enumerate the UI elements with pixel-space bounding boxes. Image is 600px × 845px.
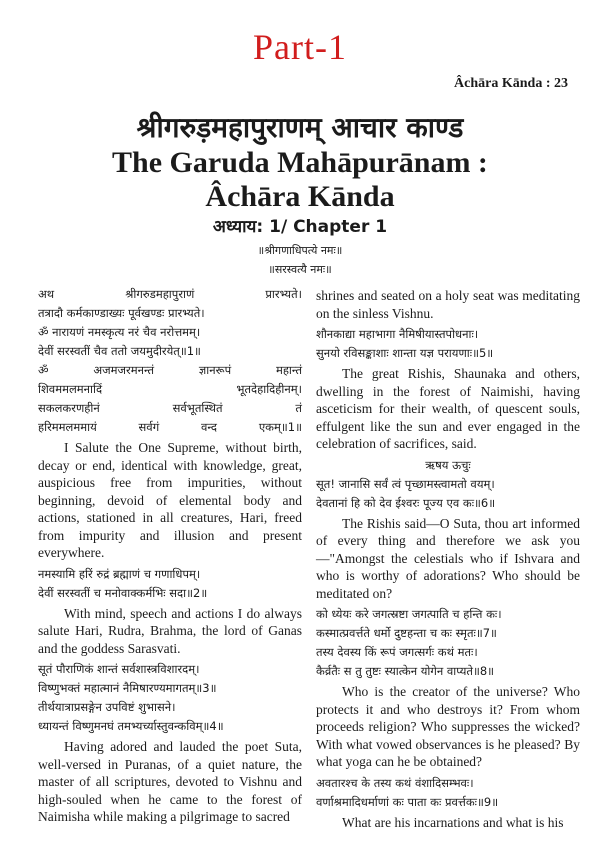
verse-word: वर्णाश्रमादिधर्माणां कः पाता कः प्रवर्त्तकः॥9॥ bbox=[316, 794, 499, 809]
sanskrit-verse-line bbox=[316, 643, 580, 662]
verse-word: तत्रादौ कर्मकाण्डाख्यः पूर्वखण्डः प्रारभ्यते। bbox=[38, 306, 205, 320]
verse-word: ध्यायन्तं विष्णुमनघं तमभ्यर्च्यास्तुवन्कविम्॥4॥ bbox=[38, 719, 224, 733]
verse-word: विष्णुभक्तं महात्मानं नैमिषारण्यमागतम्॥3॥ bbox=[38, 681, 217, 695]
verse-word: को ध्येयः करे जगत्स्रष्टा जगत्पाति च हन्ति कः। bbox=[316, 607, 502, 621]
sanskrit-verse-line bbox=[38, 698, 302, 717]
part-heading: Part-1 bbox=[253, 27, 347, 67]
left-text-column bbox=[38, 285, 302, 829]
invocation-sarasvati: ॥सरस्वत्यै नमः॥ bbox=[268, 263, 332, 276]
sanskrit-verse-line bbox=[316, 793, 580, 812]
verse-word: भूतदेहादिहीनम्। bbox=[236, 382, 302, 396]
translation-paragraph: The great Rishis, Shaunaka and others, dwelling in the forest of Naimishi, having asceticism for their wealth, of quescent souls, effulgent like the sun and ever engaged in the celebration of sacrifices, said. bbox=[316, 366, 580, 451]
verse-word: हरिममलममायं bbox=[38, 420, 97, 434]
speaker-label bbox=[316, 456, 580, 475]
sanskrit-verse-line bbox=[38, 418, 302, 437]
verse-word: ॐ नारायणं नमस्कृत्य नरं चैव नरोत्तमम्। bbox=[38, 325, 201, 339]
verse-word: तस्य देवस्य किं रूपं जगत्सर्गः कथं मतः। bbox=[316, 645, 478, 659]
verse-word: देवतानां हि को देव ईश्वरः पूज्य एव कः॥6॥ bbox=[316, 495, 496, 510]
english-title-line1: The Garuda Mahāpurānam : bbox=[112, 146, 488, 179]
translation-paragraph: I Salute the One Supreme, without birth, decay or end, identical with knowledge, great, auspicious free from impurities, without beginning, devoid of elemental body and actions, stationed in all creatures, Hari, freed from impurity and illusion and present everywhere. bbox=[38, 440, 302, 560]
verse-word: तं bbox=[295, 401, 302, 415]
sanskrit-verse-line bbox=[316, 624, 580, 643]
sanskrit-verse-line bbox=[38, 660, 302, 679]
verse-word: वन्द bbox=[200, 420, 218, 434]
invocation-ganadhipati: ॥श्रीगणाधिपत्ये नमः॥ bbox=[257, 244, 343, 257]
sanskrit-verse-line bbox=[316, 325, 580, 344]
verse-word: कैर्व्रतैः स तु तुष्टः स्यात्केन योगेन वाप्यते॥8॥ bbox=[316, 664, 495, 678]
verse-word: ज्ञानरूपं bbox=[198, 363, 232, 377]
sanskrit-verse-line bbox=[316, 494, 580, 513]
translation-paragraph: The Rishis said—O Suta, thou art informed of every thing and therefore we ask you—"Amongst the celestials who if Ishvara and who is worthy of adorations? Who should be meditated on? bbox=[316, 515, 580, 601]
verse-word: नमस्यामि हरिं रुद्रं ब्रह्माणं च गणाधिपम्। bbox=[38, 566, 201, 581]
verse-word: सूत! जानासि सर्वं त्वं पृच्छामस्त्वामतो वयम्। bbox=[316, 476, 495, 491]
verse-word: देवीं सरस्वतीं चैव ततो जयमुदीरयेत्॥1॥ bbox=[38, 344, 201, 358]
verse-word: सर्वगं bbox=[138, 420, 160, 434]
sanskrit-verse-line bbox=[316, 774, 580, 793]
verse-word: सर्वभूतस्थितं bbox=[172, 401, 223, 415]
sanskrit-verse-line bbox=[38, 304, 302, 323]
sanskrit-verse-line bbox=[38, 380, 302, 399]
sanskrit-verse-line bbox=[316, 344, 580, 363]
sanskrit-title: श्रीगरुड़महापुराणम् आचार काण्ड bbox=[136, 111, 464, 144]
sanskrit-verse-line bbox=[38, 323, 302, 342]
chapter-heading: अध्याय: 1/ Chapter 1 bbox=[212, 217, 388, 237]
verse-word: कस्मात्प्रवर्त्तते धर्मो दुष्टहन्ता च कः स्मृतः॥7॥ bbox=[316, 626, 497, 640]
translation-paragraph: Who is the creator of the universe? Who protects it and who destroys it? From whom proceeds religion? Who suppresses the wicked? With what vowed observances is he pleased? By what yoga can he be obtained? bbox=[316, 684, 580, 769]
sanskrit-verse-line bbox=[38, 565, 302, 584]
sanskrit-verse-line bbox=[38, 717, 302, 736]
verse-word: सूतं पौराणिकं शान्तं सर्वशास्त्रविशारदम्। bbox=[38, 662, 200, 676]
sanskrit-verse-line bbox=[38, 679, 302, 698]
english-title-line2: Âchāra Kānda bbox=[205, 180, 395, 213]
translation-paragraph: With mind, speech and actions I do always salute Hari, Rudra, Brahma, the lord of Ganas and the goddess Sarasvati. bbox=[38, 605, 302, 656]
translation-paragraph: Having adored and lauded the poet Suta, well-versed in Puranas, of a quiet nature, the master of all scriptures, devoted to Vishnu and high-souled when he came to the forest of Naimisha while making a pilgrimage to sacred bbox=[38, 739, 302, 824]
verse-word: अजमजरमनन्तं bbox=[93, 363, 155, 377]
right-text-column bbox=[316, 285, 580, 834]
verse-word: श्रीगरुडमहापुराणं bbox=[125, 287, 195, 301]
verse-word: शिवममलमनादिं bbox=[38, 382, 103, 396]
sanskrit-verse-line bbox=[316, 605, 580, 624]
verse-word: देवीं सरस्वतीं च मनोवाक्कर्मभिः सदा॥2॥ bbox=[38, 585, 208, 600]
verse-word: तीर्थयात्राप्रसङ्गेन उपविष्टं शुभासने। bbox=[38, 700, 176, 714]
english-title bbox=[0, 146, 600, 214]
sanskrit-verse-line bbox=[316, 475, 580, 494]
verse-word: शौनकाद्या महाभागा नैमिषीयास्तपोधनाः। bbox=[316, 327, 479, 341]
page-header: Âchāra Kānda : 23 bbox=[454, 76, 568, 91]
verse-word: सुनयो रविसङ्काशाः शान्ता यज्ञ परायणाः॥5॥ bbox=[316, 346, 494, 360]
sanskrit-verse-line bbox=[38, 285, 302, 304]
verse-word: सकलकरणहीनं bbox=[38, 401, 100, 415]
verse-word: एकम्॥1॥ bbox=[258, 420, 302, 434]
verse-word: प्रारभ्यते। bbox=[265, 287, 302, 301]
sanskrit-verse-line bbox=[38, 342, 302, 361]
sanskrit-verse-line bbox=[38, 361, 302, 380]
translation-paragraph: What are his incarnations and what is his bbox=[342, 814, 564, 830]
sanskrit-verse-line bbox=[38, 584, 302, 603]
verse-word: अथ bbox=[38, 287, 55, 301]
verse-word: ऋषय ऊचुः bbox=[425, 457, 471, 472]
verse-word: अवतारश्च के तस्य कथं वंशादिसम्भवः। bbox=[316, 775, 474, 790]
verse-word: ॐ bbox=[38, 363, 49, 377]
sanskrit-verse-line bbox=[38, 399, 302, 418]
verse-word: महान्तं bbox=[275, 363, 302, 377]
translation-paragraph: shrines and seated on a holy seat was meditating on the sinless Vishnu. bbox=[316, 288, 580, 321]
sanskrit-verse-line bbox=[316, 662, 580, 681]
